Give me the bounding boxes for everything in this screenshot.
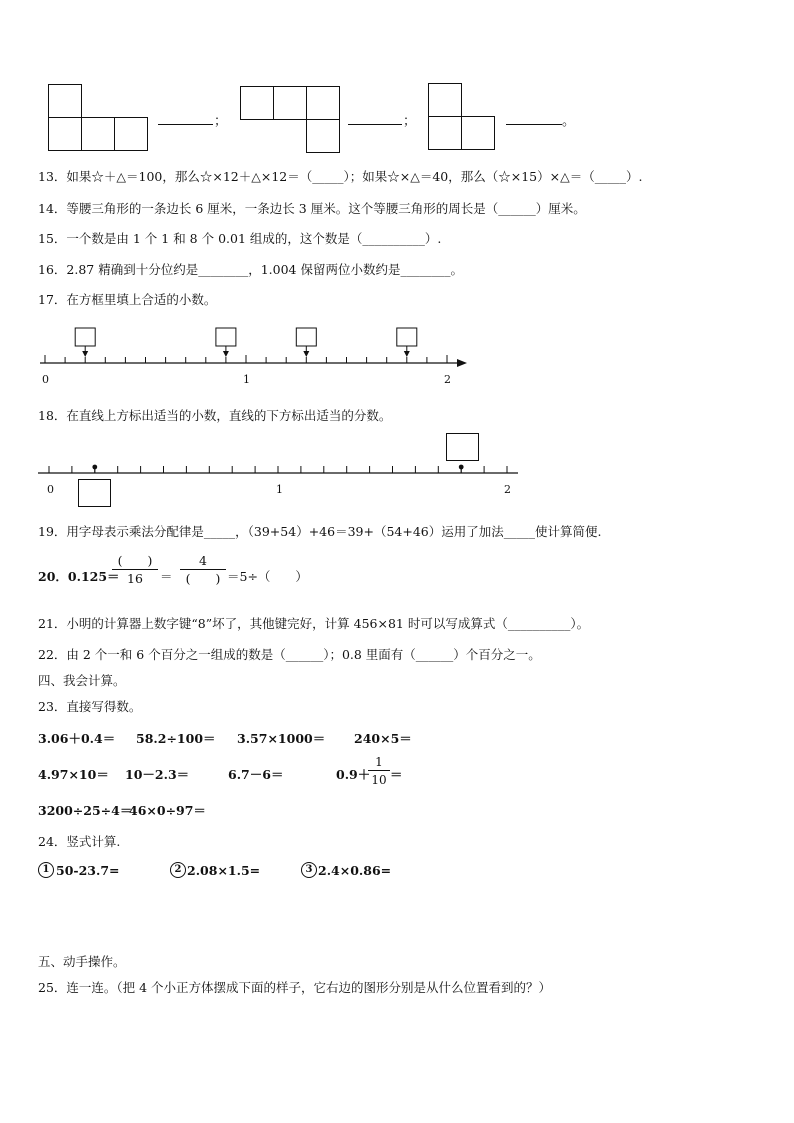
q23-item: 6.7－6＝ (228, 767, 284, 782)
question-17: 17．在方框里填上合适的小数。 (38, 292, 217, 307)
q20-suffix: ＝5÷（ ） (227, 569, 308, 584)
q20-fraction-2 (180, 553, 226, 588)
q24-item-1: 50-23.7= (56, 863, 120, 878)
q24-item-3: 2.4×0.86= (318, 863, 392, 878)
question-24: 24．竖式计算. (38, 834, 121, 849)
nl18-upper-answer-box[interactable] (446, 433, 479, 461)
figure1-separator: ； (214, 114, 228, 129)
q23-fraction-denominator: 10 (368, 770, 390, 789)
question-16: 16．2.87 精确到十分位约是________，1.004 保留两位小数约是________。 (38, 262, 463, 277)
question-13: 13．如果☆＋△＝100，那么☆×12＋△×12＝（_____）；如果☆×△＝40，那么（☆×15）×△＝（_____）. (38, 169, 643, 184)
q23-item: 3200÷25÷4＝ (38, 803, 133, 818)
q20-frac1-denominator: 16 (112, 569, 158, 588)
q23-fraction-numerator: 1 (375, 755, 383, 769)
nl18-label-2: 2 (504, 483, 511, 496)
q24-item-2: 2.08×1.5= (187, 863, 261, 878)
q23-item: 46×0÷97＝ (129, 803, 206, 818)
question-21: 21．小明的计算器上数字键“8”坏了，其他键完好，计算 456×81 时可以写成算式（__________）。 (38, 616, 590, 631)
nl17-label-1: 1 (243, 373, 250, 386)
q20-frac1-numerator[interactable]: ( ) (117, 553, 153, 568)
figure3-end-mark: 。 (562, 114, 576, 129)
q20-frac2-numerator: 4 (199, 553, 207, 568)
q24-circled-number-2: 2 (170, 862, 186, 878)
q20-frac2-denominator[interactable]: ( ) (180, 569, 226, 588)
number-line-18-svg (0, 0, 794, 520)
nl17-label-2: 2 (444, 373, 451, 386)
q23-item: 3.06＋0.4＝ (38, 731, 116, 746)
q24-circled-number-3: 3 (301, 862, 317, 878)
q24-circled-number-1: 1 (38, 862, 54, 878)
q23-item: 10－2.3＝ (125, 767, 190, 782)
nl18-label-1: 1 (276, 483, 283, 496)
q20-equals: ＝ (160, 569, 173, 584)
q23-item-suffix: ＝ (390, 767, 403, 782)
nl18-lower-answer-box[interactable] (78, 479, 111, 507)
q23-item-prefix: 0.9＋ (336, 767, 371, 782)
question-25: 25．连一连。（把 4 个小正方体摆成下面的样子，它右边的图形分别是从什么位置看到的？） (38, 980, 552, 995)
question-19: 19．用字母表示乘法分配律是_____，（39+54）+46＝39+（54+46）运用了加法_____使计算简便. (38, 524, 602, 539)
q20-prefix: 20．0.125＝ (38, 569, 120, 584)
q23-item: 4.97×10＝ (38, 767, 109, 782)
section-5-heading: 五、动手操作。 (38, 954, 126, 969)
question-18: 18．在直线上方标出适当的小数，直线的下方标出适当的分数。 (38, 408, 392, 423)
q23-item: 240×5＝ (354, 731, 412, 746)
figure2-separator: ； (403, 114, 417, 129)
q23-item: 58.2÷100＝ (136, 731, 216, 746)
question-14: 14．等腰三角形的一条边长 6 厘米，一条边长 3 厘米。这个等腰三角形的周长是（______）厘米。 (38, 201, 586, 216)
nl18-label-0: 0 (47, 483, 54, 496)
q23-item: 3.57×1000＝ (237, 731, 326, 746)
question-22: 22．由 2 个一和 6 个百分之一组成的数是（______）；0.8 里面有（______）个百分之一。 (38, 647, 541, 662)
question-23: 23．直接写得数。 (38, 699, 142, 714)
question-15: 15．一个数是由 1 个 1 和 8 个 0.01 组成的，这个数是（__________）. (38, 231, 442, 246)
q23-fraction (368, 754, 390, 789)
q20-fraction-1 (112, 553, 158, 588)
section-4-heading: 四、我会计算。 (38, 673, 126, 688)
nl17-label-0: 0 (42, 373, 49, 386)
